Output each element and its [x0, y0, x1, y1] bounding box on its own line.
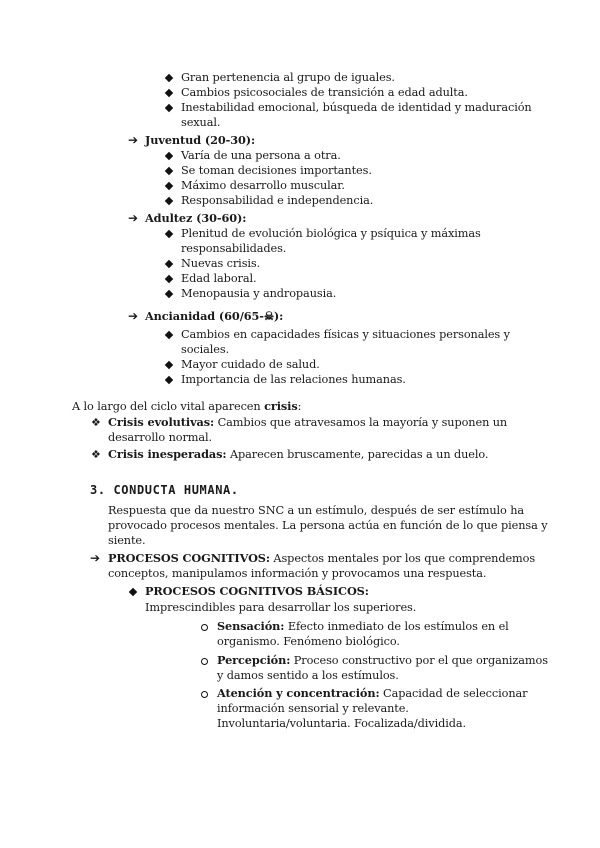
paragraph-line: Respuesta que da nuestro SNC a un estímulo, después de ser estímulo ha — [108, 504, 525, 517]
diamond-bullet-icon — [165, 152, 173, 160]
list-item: Edad laboral. — [181, 272, 257, 285]
list-item: Nuevas crisis. — [181, 257, 261, 270]
list-item: Cambios psicosociales de transición a edad adulta. — [181, 86, 468, 99]
procesos-cognitivos: PROCESOS COGNITIVOS: Aspectos mentales por los que comprendemos — [108, 551, 536, 565]
procesos-cognitivos-cont: conceptos, manipulamos información y provocamos una respuesta. — [108, 567, 487, 580]
list-item: Importancia de las relaciones humanas. — [181, 373, 406, 386]
arrow-right-icon: ➔ — [128, 309, 139, 323]
atencion-item: Atención y concentración: Capacidad de seleccionar — [217, 686, 528, 700]
diamond-bullet-icon — [165, 361, 173, 369]
stage-title-adultez: Adultez (30-60): — [145, 211, 247, 225]
atencion-item-cont: Involuntaria/voluntaria. Focalizada/dividida. — [217, 717, 466, 730]
star-bullet-icon: ❖ — [91, 416, 101, 429]
circle-bullet-icon — [201, 658, 208, 665]
diamond-bullet-icon — [165, 230, 173, 238]
arrow-right-icon: ➔ — [128, 211, 139, 225]
diamond-bullet-icon — [165, 260, 173, 268]
list-item: Varía de una persona a otra. — [181, 149, 341, 162]
circle-bullet-icon — [201, 691, 208, 698]
paragraph-line: siente. — [108, 534, 146, 547]
percepcion-item-cont: y damos sentido a los estímulos. — [217, 669, 399, 682]
list-item: Plenitud de evolución biológica y psíquica y máximas — [181, 227, 481, 240]
list-item: Se toman decisiones importantes. — [181, 164, 372, 177]
diamond-bullet-icon — [165, 89, 173, 97]
list-item: Máximo desarrollo muscular. — [181, 179, 345, 192]
diamond-bullet-icon — [165, 182, 173, 190]
circle-bullet-icon — [201, 624, 208, 631]
paragraph-line: provocado procesos mentales. La persona actúa en función de lo que piensa y — [108, 519, 548, 532]
list-item: Gran pertenencia al grupo de iguales. — [181, 71, 395, 84]
list-item: Mayor cuidado de salud. — [181, 358, 320, 371]
list-item-continuation: sexual. — [181, 116, 221, 129]
diamond-bullet-icon — [165, 197, 173, 205]
section-heading: 3. CONDUCTA HUMANA. — [90, 483, 239, 497]
stage-title-ancianidad: Ancianidad (60/65-☠): — [145, 309, 284, 323]
diamond-bullet-icon — [165, 331, 173, 339]
list-item: Menopausia y andropausia. — [181, 287, 337, 300]
list-item: Cambios en capacidades físicas y situaciones personales y — [181, 328, 510, 341]
diamond-bullet-icon — [165, 167, 173, 175]
list-item: Responsabilidad e independencia. — [181, 194, 374, 207]
diamond-bullet-icon — [129, 588, 137, 596]
list-item: Inestabilidad emocional, búsqueda de identidad y maduración — [181, 101, 532, 114]
diamond-bullet-icon — [165, 104, 173, 112]
basicos-title: PROCESOS COGNITIVOS BÁSICOS: — [145, 584, 369, 598]
crisis-evolutivas-cont: desarrollo normal. — [108, 431, 212, 444]
crisis-inesperadas: Crisis inesperadas: Aparecen bruscamente, parecidas a un duelo. — [108, 447, 489, 461]
arrow-right-icon: ➔ — [128, 133, 139, 147]
star-bullet-icon: ❖ — [91, 448, 101, 461]
crisis-intro: A lo largo del ciclo vital aparecen crisis: — [72, 399, 302, 413]
sensacion-item-cont: organismo. Fenómeno biológico. — [217, 635, 400, 648]
diamond-bullet-icon — [165, 290, 173, 298]
arrow-right-icon: ➔ — [90, 551, 101, 565]
basicos-description: Imprescindibles para desarrollar los superiores. — [145, 601, 417, 614]
sensacion-item: Sensación: Efecto inmediato de los estímulos en el — [217, 619, 509, 633]
diamond-bullet-icon — [165, 376, 173, 384]
percepcion-item: Percepción: Proceso constructivo por el que organizamos — [217, 653, 548, 667]
list-item-continuation: responsabilidades. — [181, 242, 287, 255]
atencion-item-cont: información sensorial y relevante. — [217, 702, 409, 715]
list-item-continuation: sociales. — [181, 343, 230, 356]
crisis-evolutivas: Crisis evolutivas: Cambios que atravesamos la mayoría y suponen un — [108, 415, 508, 429]
diamond-bullet-icon — [165, 275, 173, 283]
diamond-bullet-icon — [165, 74, 173, 82]
stage-title-juventud: Juventud (20-30): — [145, 133, 256, 147]
